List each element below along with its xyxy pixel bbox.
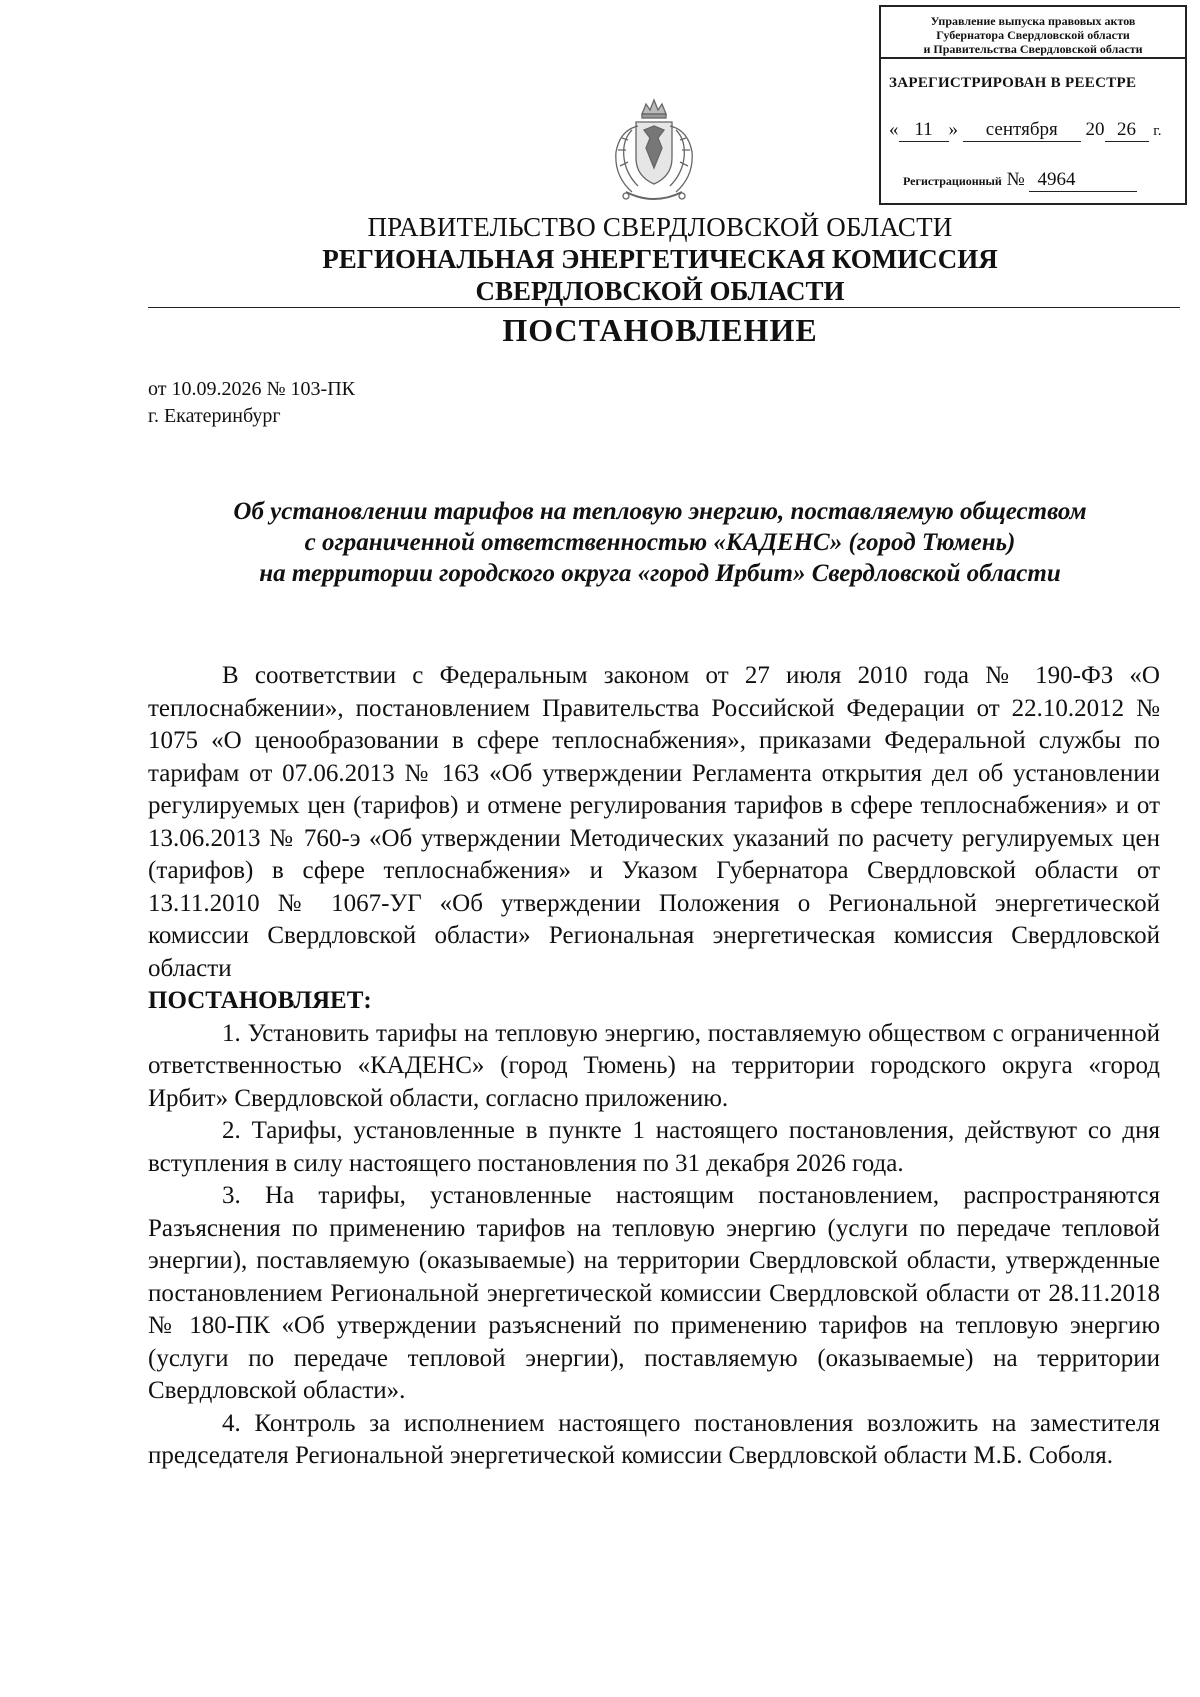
registration-stamp (879, 5, 1187, 205)
stamp-header-line: Управление выпуска правовых актов (930, 14, 1136, 28)
subject-line: Об установлении тарифов на тепловую энергию, поставляемую обществом (233, 498, 1087, 525)
stamp-date-month: сентября (963, 119, 1081, 142)
stamp-number (903, 169, 1137, 192)
document-body (148, 660, 1160, 1473)
coat-of-arms-icon (598, 96, 710, 208)
stamp-date-day: 11 (899, 119, 949, 142)
stamp-date-year-prefix: 20 (1085, 119, 1105, 140)
document-city: г. Екатеринбург (148, 405, 281, 427)
item-paragraph-4: 4. Контроль за исполнением настоящего постановления возложить на заместителя председателя Региональной энергетической комиссии Свердловской области М.Б. Соболя. (148, 1409, 1160, 1469)
stamp-date-year-unit: г. (1153, 123, 1162, 139)
item-paragraph-1: 1. Установить тарифы на тепловую энергию, поставляемую обществом с ограниченной ответственностью «КАДЕНС» (город Тюмень) на территории городского округа «город Ирбит» Свердловской области, согласно приложению. (148, 1019, 1160, 1112)
stamp-number-label: Регистрационный (903, 174, 1002, 188)
stamp-date-open-quote: « (889, 119, 899, 140)
document-date-number: от 10.09.2026 № 103-ПК (148, 378, 356, 400)
item-paragraph-3: 3. На тарифы, установленные настоящим постановлением, распространяются Разъяснения по применению тарифов на тепловую энергию (услуги по передаче тепловой энергии), поставляемую (оказываемые) на территории Свердловской области, утвержденные постановлением Региональной энергетической комиссии Свердловской области от 28.11.2018 № 180-ПК «Об утверждении разъяснений по применению тарифов на тепловую энергию (услуги по передаче тепловой энергии), поставляемую (оказываемые) на территории Свердловской области». (148, 1182, 1160, 1404)
document-type-title: ПОСТАНОВЛЕНИЕ (502, 312, 818, 348)
stamp-registered-label: ЗАРЕГИСТРИРОВАН В РЕЕСТРЕ (889, 75, 1137, 91)
item-paragraph-2: 2. Тарифы, установленные в пункте 1 настоящего постановления, действуют со дня вступления в силу настоящего постановления по 31 декабря 2026 года. (148, 1117, 1160, 1177)
decree-word: ПОСТАНОВЛЯЕТ: (148, 987, 372, 1014)
stamp-number-sign: № (1006, 169, 1025, 190)
commission-name-line2: СВЕРДЛОВСКОЙ ОБЛАСТИ (475, 276, 845, 306)
stamp-date-year-suffix: 26 (1105, 119, 1149, 142)
stamp-header-line: Губернатора Свердловской области (936, 28, 1130, 42)
header-divider (148, 307, 1180, 308)
document-subject (140, 496, 1180, 589)
government-name: ПРАВИТЕЛЬСТВО СВЕРДЛОВСКОЙ ОБЛАСТИ (367, 212, 953, 242)
stamp-date-close-quote: » (948, 119, 958, 140)
subject-line: на территории городского округа «город Ирбит» Свердловской области (259, 560, 1061, 587)
stamp-header (881, 7, 1185, 59)
stamp-header-line: и Правительства Свердловской области (923, 42, 1143, 56)
commission-name-line1: РЕГИОНАЛЬНАЯ ЭНЕРГЕТИЧЕСКАЯ КОМИССИЯ (322, 244, 998, 274)
subject-line: с ограниченной ответственностью «КАДЕНС» (город Тюмень) (304, 529, 1016, 556)
stamp-date (889, 119, 1161, 142)
stamp-number-value: 4964 (1029, 169, 1137, 192)
preamble-paragraph: В соответствии с Федеральным законом от 27 июля 2010 года № 190-ФЗ «О теплоснабжении», постановлением Правительства Российской Федерации от 22.10.2012 № 1075 «О ценообразовании в сфере теплоснабжения», приказами Федеральной службы по тарифам от 07.06.2013 № 163 «Об утверждении Регламента открытия дел об установлении регулируемых цен (тарифов) и отмене регулирования тарифов в сфере теплоснабжения» и от 13.06.2013 № 760-э «Об утверждении Методических указаний по расчету регулируемых цен (тарифов) в сфере теплоснабжения» и Указом Губернатора Свердловской области от 13.11.2010 № 1067-УГ «Об утверждении Положения о Региональной энергетической комиссии Свердловской области» Региональная энергетическая комиссия Свердловской области (148, 662, 1160, 982)
